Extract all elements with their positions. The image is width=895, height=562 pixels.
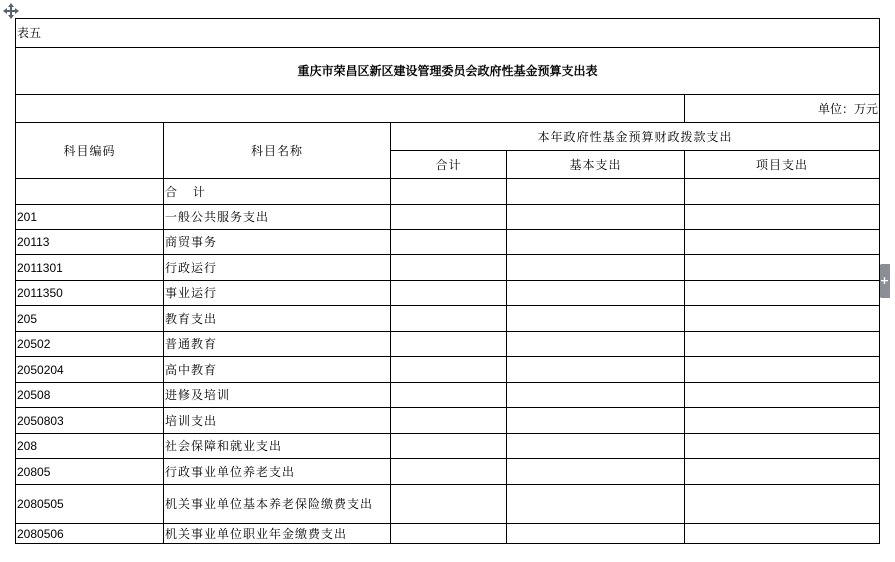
row-total-cell[interactable] [391,434,507,459]
row-total-cell[interactable] [391,485,507,524]
budget-table [15,18,880,544]
row-project-cell[interactable] [685,383,880,408]
header-project: 项目支出 [685,151,880,179]
header-group: 本年政府性基金预算财政拨款支出 [391,123,880,151]
header-total: 合计 [391,151,507,179]
row-project-cell[interactable] [685,332,880,357]
table-row [16,434,880,459]
row-name-cell[interactable]: 机关事业单位基本养老保险缴费支出 [164,485,391,524]
row-basic-cell[interactable] [507,357,685,383]
row-code-cell[interactable]: 20805 [16,459,164,485]
header-basic: 基本支出 [507,151,685,179]
row-total-cell[interactable] [391,332,507,357]
row-name-cell[interactable]: 进修及培训 [164,383,391,408]
row-code-cell[interactable]: 20502 [16,332,164,357]
row-code-cell[interactable]: 2011350 [16,281,164,306]
row-basic-cell[interactable] [507,485,685,524]
move-arrows-icon[interactable] [3,3,19,19]
row-project-cell[interactable] [685,459,880,485]
row-project-cell[interactable] [685,485,880,524]
blank-cell [16,95,685,123]
row-total-cell[interactable] [391,524,507,544]
row-basic-cell[interactable] [507,332,685,357]
row-basic-cell[interactable] [507,306,685,332]
row-code-cell[interactable]: 20508 [16,383,164,408]
table-row [16,205,880,230]
row-total-cell[interactable] [391,205,507,230]
table-row [16,332,880,357]
sheet-label: 表五 [16,19,880,48]
row-name-cell[interactable]: 普通教育 [164,332,391,357]
row-total-cell[interactable] [391,306,507,332]
row-project-cell[interactable] [685,255,880,281]
row-code-cell[interactable]: 208 [16,434,164,459]
row-project-cell[interactable] [685,179,880,205]
table-row [16,306,880,332]
row-project-cell[interactable] [685,408,880,434]
row-basic-cell[interactable] [507,459,685,485]
row-basic-cell[interactable] [507,179,685,205]
row-name-cell[interactable]: 行政事业单位养老支出 [164,459,391,485]
table-row [16,383,880,408]
row-total-cell[interactable] [391,459,507,485]
row-name-cell[interactable]: 社会保障和就业支出 [164,434,391,459]
row-code-cell[interactable]: 205 [16,306,164,332]
row-basic-cell[interactable] [507,408,685,434]
table-row [16,524,880,544]
row-name-cell[interactable]: 高中教育 [164,357,391,383]
row-name-cell[interactable]: 培训支出 [164,408,391,434]
row-basic-cell[interactable] [507,205,685,230]
row-basic-cell[interactable] [507,383,685,408]
row-total-cell[interactable] [391,255,507,281]
row-total-cell[interactable] [391,281,507,306]
row-project-cell[interactable] [685,205,880,230]
row-project-cell[interactable] [685,434,880,459]
row-name-cell[interactable]: 一般公共服务支出 [164,205,391,230]
row-basic-cell[interactable] [507,230,685,255]
row-code-cell[interactable] [16,179,164,205]
row-code-cell[interactable]: 2080505 [16,485,164,524]
row-project-cell[interactable] [685,281,880,306]
page-title: 重庆市荣昌区新区建设管理委员会政府性基金预算支出表 [16,48,880,95]
row-total-cell[interactable] [391,383,507,408]
header-name: 科目名称 [164,123,391,179]
table-row [16,357,880,383]
row-code-cell[interactable]: 2050204 [16,357,164,383]
unit-label: 单位：万元 [685,95,880,123]
table-row [16,459,880,485]
row-project-cell[interactable] [685,524,880,544]
row-name-cell[interactable]: 教育支出 [164,306,391,332]
row-total-cell[interactable] [391,230,507,255]
row-basic-cell[interactable] [507,255,685,281]
row-basic-cell[interactable] [507,434,685,459]
header-code: 科目编码 [16,123,164,179]
row-name-cell[interactable]: 商贸事务 [164,230,391,255]
table-row [16,281,880,306]
row-name-cell[interactable]: 事业运行 [164,281,391,306]
row-code-cell[interactable]: 2011301 [16,255,164,281]
row-name-cell[interactable]: 合 计 [164,179,391,205]
table-row [16,179,880,205]
table-row [16,408,880,434]
row-total-cell[interactable] [391,408,507,434]
row-total-cell[interactable] [391,357,507,383]
row-code-cell[interactable]: 2050803 [16,408,164,434]
row-code-cell[interactable]: 201 [16,205,164,230]
row-code-cell[interactable]: 2080506 [16,524,164,544]
row-name-cell[interactable]: 机关事业单位职业年金缴费支出 [164,524,391,544]
row-project-cell[interactable] [685,230,880,255]
expand-tab-icon[interactable]: + [879,264,890,298]
table-row [16,255,880,281]
row-basic-cell[interactable] [507,524,685,544]
table-row [16,485,880,524]
row-project-cell[interactable] [685,306,880,332]
row-total-cell[interactable] [391,179,507,205]
row-project-cell[interactable] [685,357,880,383]
table-row [16,230,880,255]
row-name-cell[interactable]: 行政运行 [164,255,391,281]
row-code-cell[interactable]: 20113 [16,230,164,255]
row-basic-cell[interactable] [507,281,685,306]
